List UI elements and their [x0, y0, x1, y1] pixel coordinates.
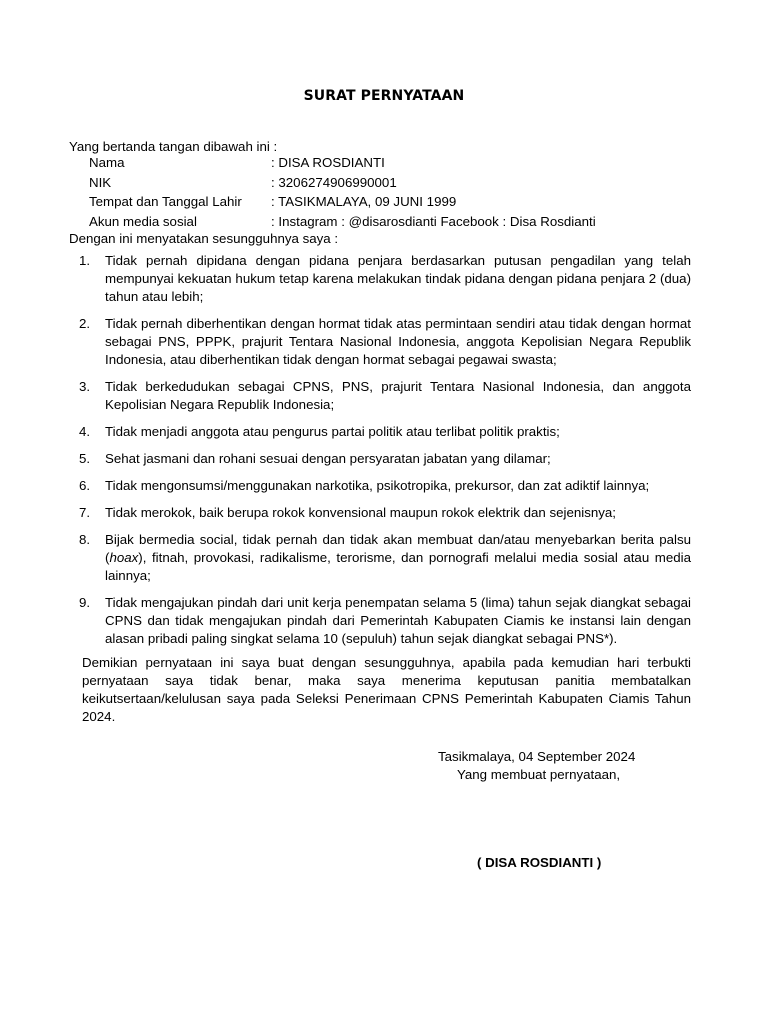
- list-text-italic: hoax: [109, 550, 139, 565]
- list-text: Tidak menjadi anggota atau pengurus partai politik atau terlibat politik praktis;: [105, 424, 560, 439]
- list-item: [79, 378, 691, 414]
- identity-row-name: [89, 153, 596, 173]
- signatory-name: ( DISA ROSDIANTI ): [477, 855, 602, 870]
- list-number: 9.: [79, 595, 91, 610]
- list-item: [79, 594, 691, 648]
- closing-paragraph: Demikian pernyataan ini saya buat dengan sesungguhnya, apabila pada kemudian hari terbukti pernyataan saya tidak benar, maka saya menerima keputusan panitia membatalkan keikutsertaan/kelulusan saya pada Seleksi Penerimaan CPNS Pemerintah Kabupaten Ciamis Tahun 2024.: [82, 655, 691, 724]
- maker-label: Yang membuat pernyataan,: [457, 767, 621, 782]
- identity-value: : Instagram : @disarosdianti Facebook : Disa Rosdianti: [271, 213, 596, 229]
- list-item: [79, 450, 691, 468]
- identity-value: : TASIKMALAYA, 09 JUNI 1999: [271, 194, 457, 209]
- list-number: 8.: [79, 532, 91, 547]
- list-text: Tidak merokok, baik berupa rokok konvensional maupun rokok elektrik dan sejenisnya;: [105, 505, 616, 520]
- document-title: SURAT PERNYATAAN: [303, 88, 465, 104]
- identity-value: : 3206274906990001: [271, 174, 397, 190]
- list-number: 7.: [79, 505, 91, 520]
- list-text: Tidak mengajukan pindah dari unit kerja penempatan selama 5 (lima) tahun sejak diangkat sebagai CPNS dan tidak mengajukan pindah dari Pemerintah Kabupaten Ciamis ke instansi lain dengan alasan pribadi paling singkat selama 10 (sepuluh) tahun sejak diangkat sebagai PNS*).: [105, 595, 691, 646]
- list-number: 3.: [79, 379, 91, 394]
- list-number: 2.: [79, 316, 91, 331]
- identity-row-nik: [89, 173, 596, 193]
- statement-list: [79, 252, 691, 657]
- place-date: Tasikmalaya, 04 September 2024: [438, 749, 636, 764]
- list-text: [105, 531, 691, 585]
- declaration-intro: Dengan ini menyatakan sesungguhnya saya :: [69, 231, 339, 246]
- list-item: [79, 252, 691, 306]
- list-text: Tidak pernah dipidana dengan pidana penjara berdasarkan putusan pengadilan yang telah mempunyai kekuatan hukum tetap karena melakukan tindak pidana dengan pidana penjara 2 (dua) tahun atau lebih;: [105, 253, 691, 304]
- list-text: Tidak mengonsumsi/menggunakan narkotika, psikotropika, prekursor, dan zat adiktif lainnya;: [105, 478, 650, 493]
- list-text: Tidak berkedudukan sebagai CPNS, PNS, prajurit Tentara Nasional Indonesia, dan anggota Kepolisian Negara Republik Indonesia;: [105, 379, 691, 412]
- list-item: [79, 315, 691, 369]
- list-number: 6.: [79, 478, 91, 493]
- identity-label: NIK: [89, 174, 112, 190]
- list-number: 1.: [79, 253, 91, 268]
- intro-text: Yang bertanda tangan dibawah ini :: [69, 139, 278, 154]
- identity-label: Nama: [89, 155, 125, 170]
- list-text-part: ), fitnah, provokasi, radikalisme, terorisme, dan pornografi melalui media sosial atau media lainnya;: [105, 550, 691, 583]
- identity-label: Akun media sosial: [89, 213, 197, 229]
- list-text-part: Bijak bermedia social, tidak pernah dan tidak akan membuat dan/atau menyebarkan berita palsu (: [105, 532, 691, 565]
- list-item: [79, 477, 691, 495]
- identity-value: : DISA ROSDIANTI: [271, 155, 385, 170]
- list-number: 4.: [79, 424, 91, 439]
- identity-row-birth: [89, 192, 596, 212]
- list-text: Tidak pernah diberhentikan dengan hormat tidak atas permintaan sendiri atau tidak dengan hormat sebagai PNS, PPPK, prajurit Tentara Nasional Indonesia, anggota Kepolisian Negara Republik Indonesia, atau diberhentikan tidak dengan hormat sebagai pegawai swasta;: [105, 316, 691, 367]
- list-item: [79, 423, 691, 441]
- list-number: 5.: [79, 451, 91, 466]
- identity-block: [89, 153, 596, 231]
- identity-label: Tempat dan Tanggal Lahir: [89, 194, 242, 209]
- list-item: [79, 531, 691, 585]
- identity-row-social: [89, 212, 596, 232]
- list-item: [79, 504, 691, 522]
- list-text: Sehat jasmani dan rohani sesuai dengan persyaratan jabatan yang dilamar;: [105, 451, 551, 466]
